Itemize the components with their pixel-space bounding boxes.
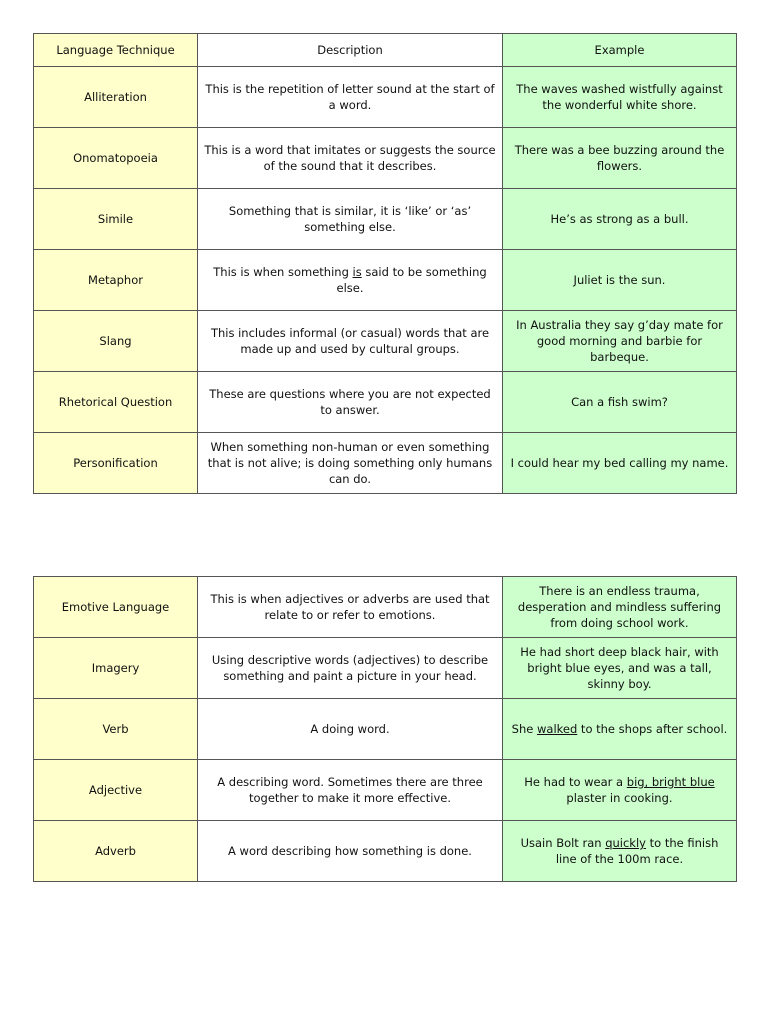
language-techniques-table-continued [33, 576, 737, 882]
description-cell: Something that is similar, it is ‘like’ or ‘as’ something else. [198, 189, 503, 250]
table-row [34, 433, 737, 494]
table-row [34, 760, 737, 821]
description-cell: This is a word that imitates or suggests the source of the sound that it describes. [198, 128, 503, 189]
technique-cell: Emotive Language [34, 577, 198, 638]
header-technique: Language Technique [34, 34, 198, 67]
technique-cell: Simile [34, 189, 198, 250]
technique-cell: Metaphor [34, 250, 198, 311]
example-text: plaster in cooking. [566, 791, 673, 805]
underlined-word: is [352, 265, 362, 279]
table-row [34, 189, 737, 250]
description-cell: These are questions where you are not expected to answer. [198, 372, 503, 433]
table-row [34, 250, 737, 311]
description-text: said to be something else. [336, 265, 487, 295]
table-row [34, 821, 737, 882]
technique-cell: Personification [34, 433, 198, 494]
table-row [34, 638, 737, 699]
description-cell: This includes informal (or casual) words that are made up and used by cultural groups. [198, 311, 503, 372]
example-cell: Juliet is the sun. [503, 250, 737, 311]
example-cell [503, 821, 737, 882]
table-row [34, 128, 737, 189]
description-cell: This is when adjectives or adverbs are used that relate to or refer to emotions. [198, 577, 503, 638]
table-row [34, 67, 737, 128]
underlined-word: quickly [605, 836, 646, 850]
technique-cell: Alliteration [34, 67, 198, 128]
technique-cell: Rhetorical Question [34, 372, 198, 433]
example-text: to the finish line of the 100m race. [555, 836, 719, 866]
example-text: He had to wear a [524, 775, 627, 789]
language-techniques-table [33, 33, 737, 494]
description-cell: Using descriptive words (adjectives) to describe something and paint a picture in your head. [198, 638, 503, 699]
header-description: Description [198, 34, 503, 67]
description-cell [198, 250, 503, 311]
technique-cell: Imagery [34, 638, 198, 699]
example-cell: In Australia they say g’day mate for good morning and barbie for barbeque. [503, 311, 737, 372]
technique-cell: Slang [34, 311, 198, 372]
example-text: Usain Bolt ran [520, 836, 606, 850]
technique-cell: Verb [34, 699, 198, 760]
technique-cell: Adverb [34, 821, 198, 882]
example-text: to the shops after school. [577, 722, 728, 736]
example-cell: He had short deep black hair, with bright blue eyes, and was a tall, skinny boy. [503, 638, 737, 699]
underlined-word: walked [537, 722, 578, 736]
description-cell: A word describing how something is done. [198, 821, 503, 882]
example-cell [503, 760, 737, 821]
header-example: Example [503, 34, 737, 67]
table-row [34, 577, 737, 638]
example-cell [503, 699, 737, 760]
example-cell: Can a fish swim? [503, 372, 737, 433]
table-row [34, 372, 737, 433]
table-row [34, 311, 737, 372]
table-row [34, 699, 737, 760]
example-cell: He’s as strong as a bull. [503, 189, 737, 250]
technique-cell: Adjective [34, 760, 198, 821]
example-cell: There was a bee buzzing around the flowers. [503, 128, 737, 189]
example-cell: There is an endless trauma, desperation and mindless suffering from doing school work. [503, 577, 737, 638]
underlined-word: big, bright blue [626, 775, 715, 789]
table-header-row [34, 34, 737, 67]
description-cell: This is the repetition of letter sound at the start of a word. [198, 67, 503, 128]
description-cell: A doing word. [198, 699, 503, 760]
description-text: This is when something [213, 265, 353, 279]
example-text: She [511, 722, 537, 736]
example-cell: The waves washed wistfully against the wonderful white shore. [503, 67, 737, 128]
example-cell: I could hear my bed calling my name. [503, 433, 737, 494]
description-cell: When something non-human or even something that is not alive; is doing something only humans can do. [198, 433, 503, 494]
description-cell: A describing word. Sometimes there are three together to make it more effective. [198, 760, 503, 821]
technique-cell: Onomatopoeia [34, 128, 198, 189]
